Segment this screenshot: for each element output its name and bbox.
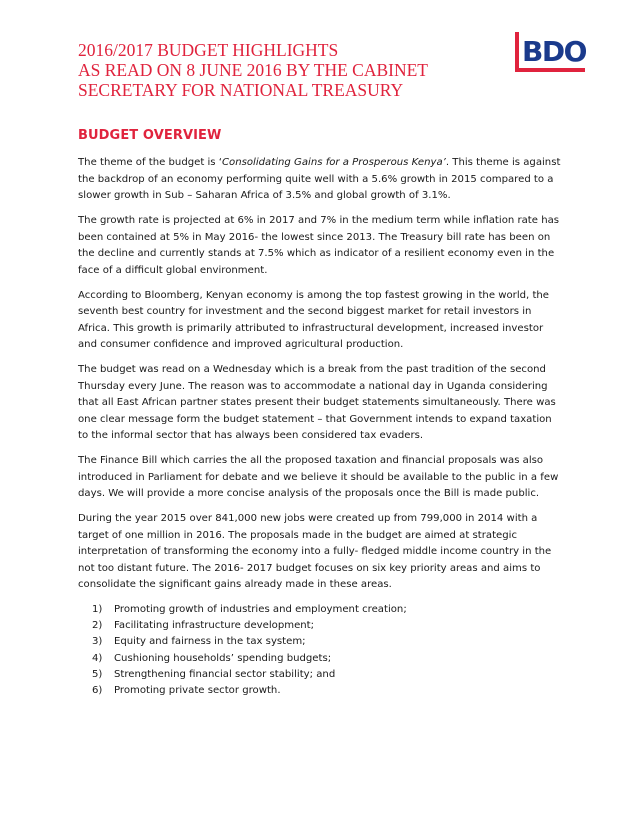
p1-after: . This theme is against the backdrop of an economy performing quite well with a 5.6% growth in 2015 compared to a slower growth in Sub – Saharan Africa of 3.5% and global growth of 3.1%. — [78, 157, 561, 201]
priority-list — [92, 602, 565, 699]
list-item — [92, 667, 565, 683]
document-title — [78, 40, 498, 100]
budget-theme: Consolidating Gains for a Prosperous Kenya’ — [221, 157, 446, 168]
paragraph-growth-rate: The growth rate is projected at 6% in 2017 and 7% in the medium term while inflation rate has been contained at 5% in May 2016- the lowest since 2013. The Treasury bill rate has been on the decline and currently stands at 7.5% which as indicator of a resilient economy even in the face of a difficult global environment. — [78, 215, 560, 276]
list-item — [92, 618, 565, 634]
list-item — [92, 651, 565, 667]
list-item-number: 1) — [92, 604, 103, 615]
title-line-3: SECRETARY FOR NATIONAL TREASURY — [78, 80, 404, 100]
bdo-logo — [515, 30, 595, 78]
list-item-number: 3) — [92, 636, 103, 648]
main-content — [78, 128, 565, 699]
paragraph-theme — [78, 155, 565, 205]
paragraph-jobs: During the year 2015 over 841,000 new jobs were created up from 799,000 in 2014 with a target of one million in 2016. The proposals made in the budget are aimed at strategic interpretation of transforming the economy into a fully- fledged middle income country in the not too distant future. The 2016- 2017 budget focuses on six key priority areas and aims to consolidate the significant gains already made in these areas. — [78, 513, 552, 590]
list-item-text: Promoting growth of industries and employment creation; — [114, 604, 407, 615]
paragraph-bloomberg: According to Bloomberg, Kenyan economy is among the top fastest growing in the world, the seventh best country for investment and the second biggest market for retail investors in Africa. This growth is primarily attributed to infrastructural development, increased investor and consumer confidence and improved agricultural production. — [78, 289, 550, 350]
logo-text: BDO — [522, 35, 586, 68]
section-heading: BUDGET OVERVIEW — [78, 128, 222, 143]
list-item-number: 6) — [92, 685, 103, 697]
list-item-number: 4) — [92, 652, 103, 664]
list-item-text: Promoting private sector growth. — [114, 685, 281, 697]
list-item-text: Facilitating infrastructure development; — [114, 620, 315, 632]
p1-before: The theme of the budget is ‘ — [78, 157, 222, 168]
title-line-1: 2016/2017 BUDGET HIGHLIGHTS — [78, 40, 339, 60]
paragraph-budget-day: The budget was read on a Wednesday which is a break from the past tradition of the second Thursday every June. The reason was to accommodate a national day in Uganda considering that all East African partner states present their budget statements simultaneously. There was one clear message form the budget statement – that Government intends to expand taxation to the informal sector that has always been considered tax evaders. — [78, 364, 556, 441]
list-item — [92, 683, 565, 699]
title-line-2: AS READ ON 8 JUNE 2016 BY THE CABINET — [78, 60, 428, 80]
list-item-number: 2) — [92, 620, 103, 632]
list-item — [92, 634, 565, 650]
list-item-text: Strengthening financial sector stability; and — [114, 668, 336, 680]
list-item-number: 5) — [92, 668, 103, 680]
list-item-text: Equity and fairness in the tax system; — [114, 636, 306, 648]
paragraph-finance-bill: The Finance Bill which carries the all the proposed taxation and financial proposals was also introduced in Parliament for debate and we believe it should be available to the public in a few days. We will provide a more concise analysis of the proposals once the Bill is made public. — [78, 455, 559, 499]
list-item — [92, 602, 565, 618]
list-item-text: Cushioning households’ spending budgets; — [114, 652, 332, 664]
